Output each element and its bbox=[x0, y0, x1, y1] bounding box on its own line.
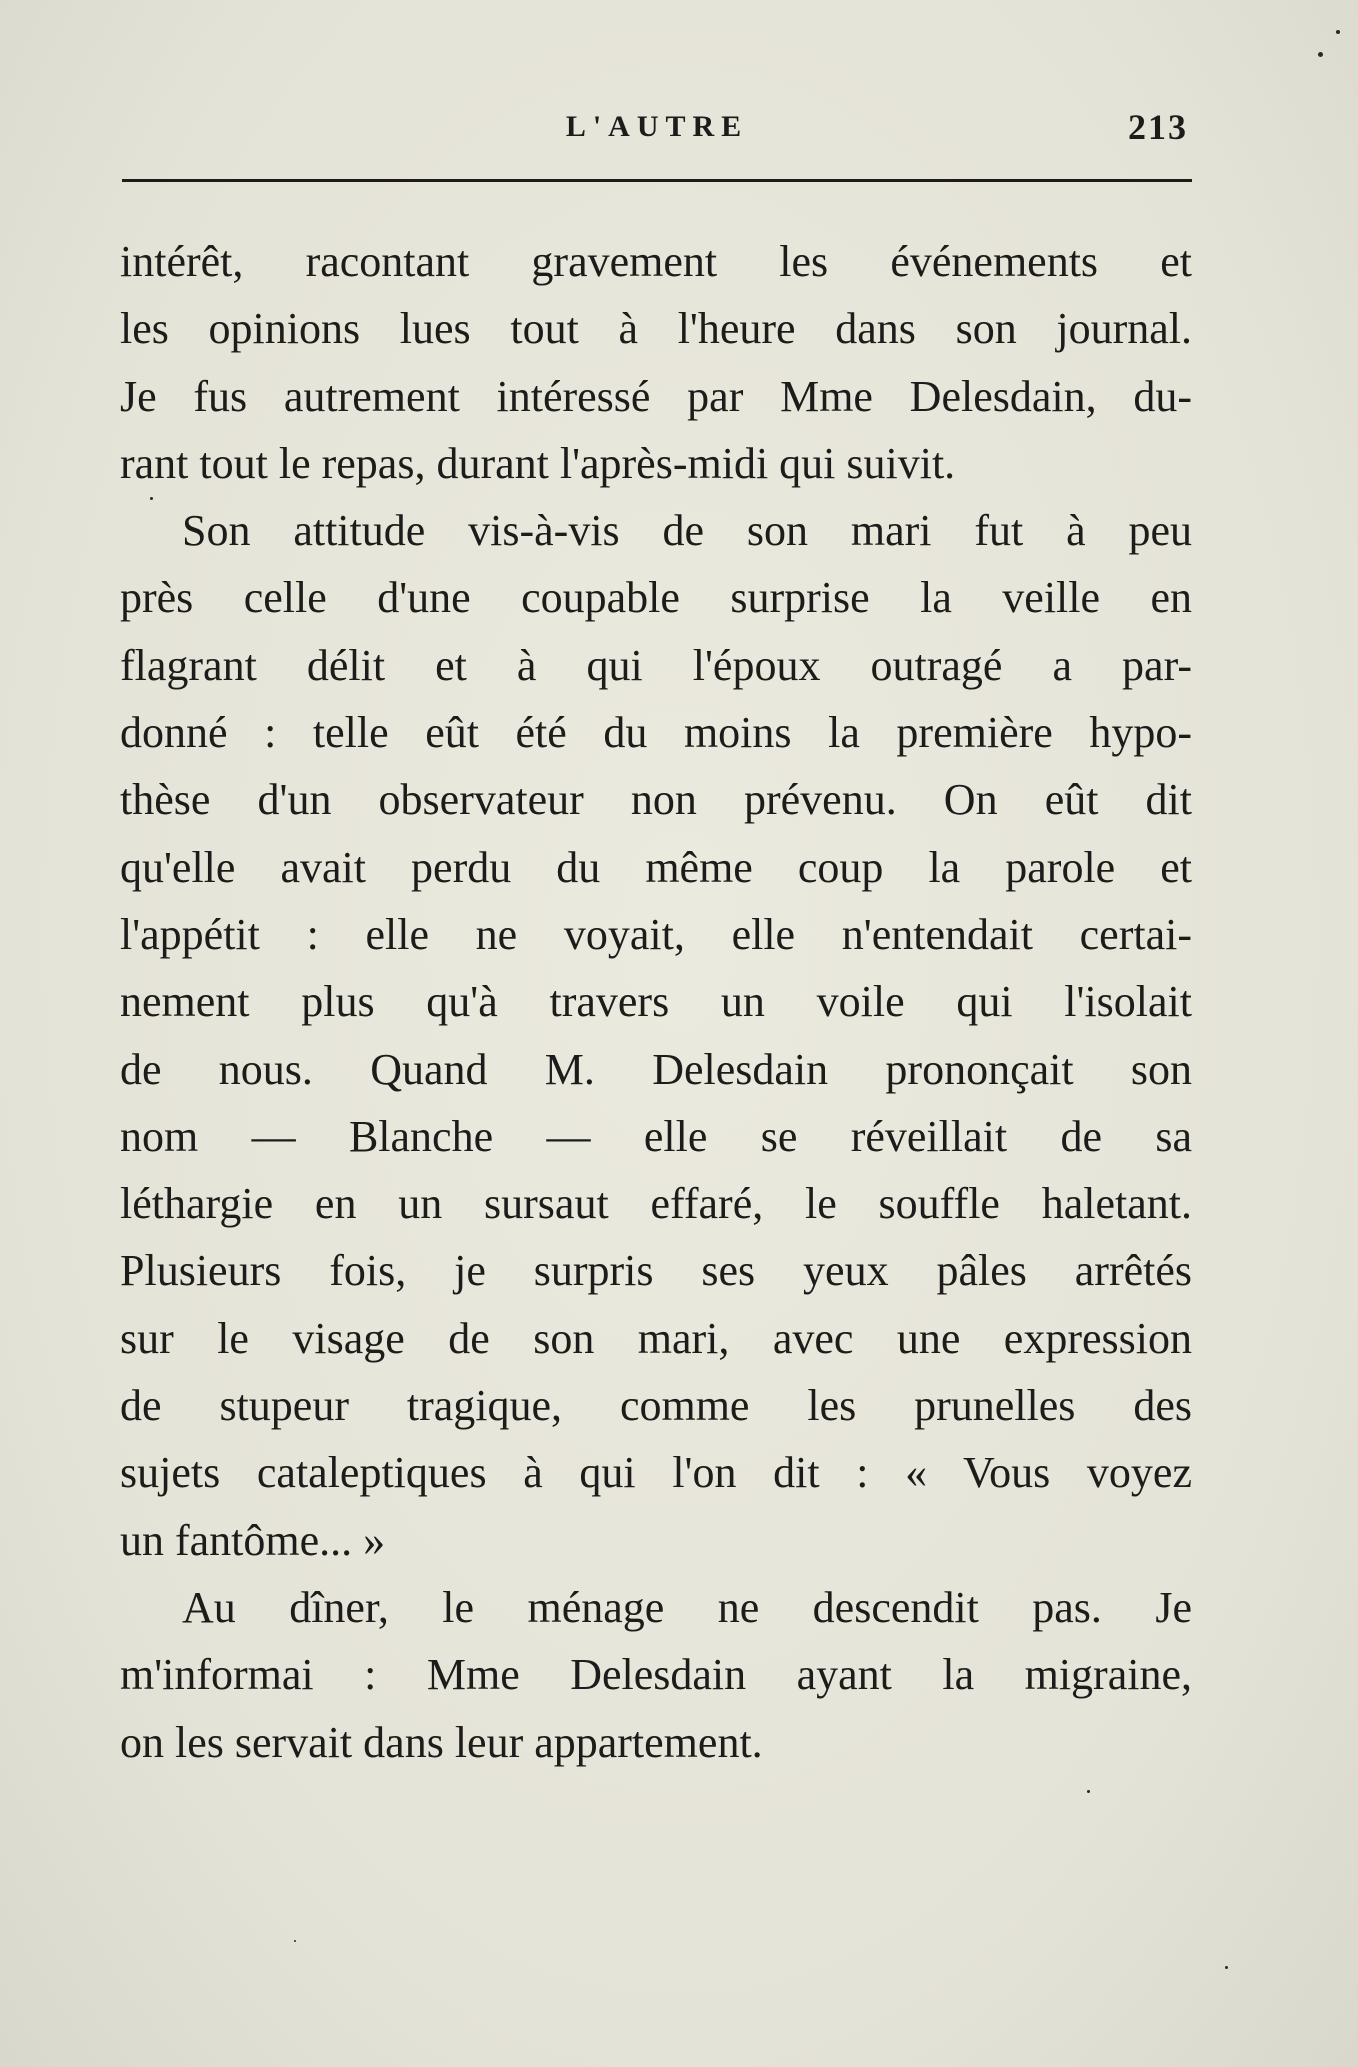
text-line: rant tout le repas, durant l'après-midi qui suivit. bbox=[120, 438, 956, 488]
text-line: de stupeur tragique, comme les prunelles des bbox=[120, 1381, 1192, 1431]
paragraph-start-line: Au dîner, le ménage ne descendit pas. Je bbox=[182, 1582, 1192, 1632]
text-line: les opinions lues tout à l'heure dans son journal. bbox=[120, 304, 1192, 354]
text-line: thèse d'un observateur non prévenu. On eût dit bbox=[120, 775, 1192, 825]
running-title: L'AUTRE bbox=[565, 110, 749, 143]
text-line: m'informai : Mme Delesdain ayant la migraine, bbox=[120, 1650, 1192, 1700]
text-line: léthargie en un sursaut effaré, le souffle haletant. bbox=[120, 1179, 1192, 1229]
paper-speck bbox=[1318, 52, 1323, 57]
paper-speck bbox=[1336, 30, 1340, 34]
text-line: nom — Blanche — elle se réveillait de sa bbox=[120, 1111, 1192, 1161]
text-line: sur le visage de son mari, avec une expression bbox=[120, 1313, 1192, 1363]
text-line: intérêt, racontant gravement les événements et bbox=[120, 237, 1192, 286]
text-line: flagrant délit et à qui l'époux outragé a par- bbox=[120, 640, 1192, 690]
text-line: Je fus autrement intéressé par Mme Delesdain, du- bbox=[120, 371, 1192, 421]
text-line: un fantôme... » bbox=[120, 1515, 386, 1565]
page-header bbox=[122, 100, 1192, 160]
text-line: sujets cataleptiques à qui l'on dit : « Vous voyez bbox=[120, 1448, 1192, 1498]
paper-speck bbox=[1225, 1966, 1228, 1969]
text-line: on les servait dans leur appartement. bbox=[120, 1717, 763, 1767]
text-line: l'appétit : elle ne voyait, elle n'entendait certai- bbox=[120, 909, 1192, 959]
text-line: près celle d'une coupable surprise la veille en bbox=[120, 573, 1192, 623]
paper-speck bbox=[294, 1940, 296, 1942]
text-line: Plusieurs fois, je surpris ses yeux pâles arrêtés bbox=[120, 1246, 1192, 1296]
text-line: donné : telle eût été du moins la première hypo- bbox=[120, 708, 1192, 758]
text-line: qu'elle avait perdu du même coup la parole et bbox=[120, 842, 1192, 892]
body-text bbox=[120, 228, 1192, 1776]
paper-speck bbox=[1087, 1790, 1090, 1793]
text-line: nement plus qu'à travers un voile qui l'isolait bbox=[120, 977, 1192, 1027]
paper-speck bbox=[150, 497, 153, 500]
text-line: de nous. Quand M. Delesdain prononçait son bbox=[120, 1044, 1192, 1094]
header-rule bbox=[122, 179, 1192, 182]
page-number: 213 bbox=[1128, 107, 1188, 147]
paragraph-start-line: Son attitude vis-à-vis de son mari fut à peu bbox=[182, 506, 1192, 556]
